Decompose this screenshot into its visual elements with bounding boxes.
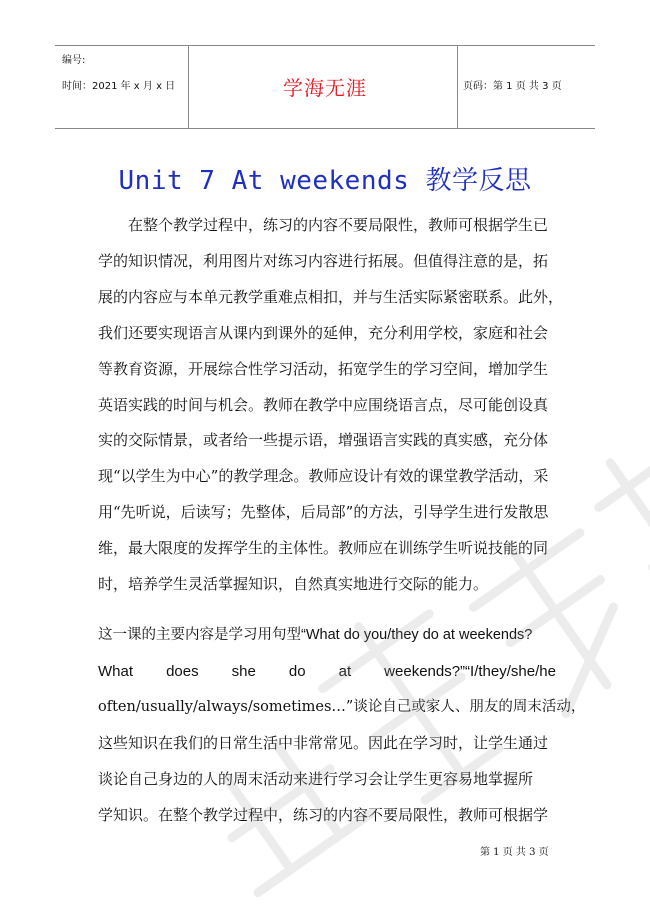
text-line: 学知识。在整个教学过程中，练习的内容不要局限性，教师可根据学 <box>98 805 549 824</box>
text-line: 英语实践的时间与机会。教师在教学中应围绕语言点，尽可能创设真 <box>98 395 549 414</box>
text-line: often/usually/always/sometimes…”谈论自己或家人、朋友的周末活动， <box>98 698 586 715</box>
text-line: 学的知识情况，利用图片对练习内容进行拓展。但值得注意的是，拓 <box>98 251 549 270</box>
page-info: 页码：第 1 页 共 3 页 <box>463 81 562 92</box>
word: she <box>231 662 256 680</box>
word: does <box>166 662 199 680</box>
text-line: 展的内容应与本单元教学重难点相扣，并与生活实际紧密联系。此外， <box>98 287 564 306</box>
word: at <box>338 662 352 680</box>
text-line: 在整个教学过程中，练习的内容不要局限性，教师可根据学生已 <box>128 216 549 234</box>
word: do <box>288 662 306 680</box>
text-line: 这一课的主要内容是学习用句型“What do you/they do at weekends? <box>98 627 533 643</box>
header-divider <box>188 46 189 128</box>
paragraph-1 <box>98 208 564 603</box>
document-title: Unit 7 At weekends 教学反思 <box>118 166 532 196</box>
brand-title: 学海无涯 <box>283 76 367 100</box>
text-line: 这些知识在我们的日常生活中非常常见。因此在学习时，让学生通过 <box>98 733 549 752</box>
serial-label: 编号: <box>62 55 86 66</box>
text-line: 等教育资源，开展综合性学习活动，拓宽学生的学习空间，增加学生 <box>98 359 549 378</box>
text-line: 我们还要实现语言从课内到课外的延伸，充分利用学校，家庭和社会 <box>98 323 549 342</box>
page-footer: 第 1 页 共 3 页 <box>480 847 549 858</box>
time-label: 时间：2021 年 x 月 x 日 <box>62 81 176 92</box>
word: weekends?”“I/they/she/he <box>384 662 556 680</box>
word: What <box>98 662 134 680</box>
text-line: 时，培养学生灵活掌握知识，自然真实地进行交际的能力。 <box>98 575 489 594</box>
text-line: 谈论自己身边的人的周末活动来进行学习会让学生更容易地掌握所 <box>98 769 534 788</box>
paragraph-2 <box>98 618 586 833</box>
text-line: 现“以学生为中心”的教学理念。教师应设计有效的课堂教学活动，采 <box>98 467 549 486</box>
text-line: 实的交际情景，或者给一些提示语，增强语言实践的真实感，充分体 <box>98 431 549 450</box>
justified-line <box>98 654 556 690</box>
header-table <box>55 45 595 129</box>
header-divider <box>457 46 458 128</box>
text-line: 维，最大限度的发挥学生的主体性。教师应在训练学生听说技能的同 <box>98 539 549 558</box>
text-line: 用“先听说，后读写；先整体，后局部”的方法，引导学生进行发散思 <box>98 503 549 522</box>
